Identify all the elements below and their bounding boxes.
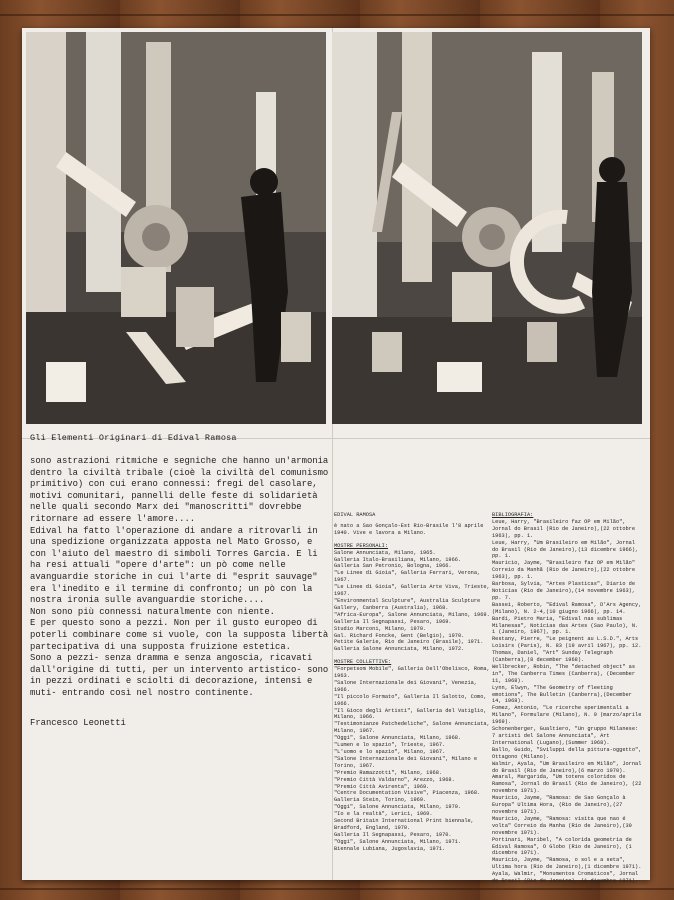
plank-seam (0, 888, 674, 890)
group-exhibitions-heading: MOSTRE COLLETTIVE: (334, 659, 392, 666)
list-item: "Lumen e lo spazio", Trieste, 1967. (334, 742, 446, 749)
essay-paragraph: Edival ha fatto l'operazione di andare a ritrovarli in una spedizione organizzata apposta nel Mato Grosso, e con l'aiuto del maestro di simboli Torres Garcia. E li ha resi attuali "opere d'arte": un pò come nelle avanguardie storiche in cui l'arte di "esprit sauvage" era l'inedito e il termine di confronto; un pò con la nostra ironia sulle avanguardie storiche.... (30, 525, 318, 606)
list-item: Barbosa, Sylvia, "Artes Plasticas", Diario de Noticias (Rio de Janeiro),(14 novembre 1963), pp. 7. (492, 581, 636, 601)
sculpture-photo-left (26, 32, 326, 424)
list-item: Galleria Salone Annunciata, Milano, 1972. (334, 646, 465, 653)
group-exhibitions-list (334, 666, 492, 852)
list-item: Galleria Il Segnapassi, Pesaro, 1970. (334, 831, 452, 838)
list-item: Schonenberger, Gualtiero, "Un gruppo Milanese: 7 artisti del Salone Annunciata", Art International (Lugano),(Summer 1968). (492, 726, 639, 746)
bibliography-list (492, 519, 642, 885)
list-item: "Salone Internazionale dei Giovani", Venezia, 1966. (334, 679, 478, 693)
list-item: Leue, Harry, "Brasileiro faz OP em Milão", Jornal do Brasil (Rio de Janeiro),(22 ottobre 1963), pp. 1. (492, 518, 636, 539)
personal-exhibitions-list (334, 550, 492, 654)
list-item: Ayala, Walmir, "Monumentos Cromaticos", Jornal do Brasil (Rio de Janeiro), (1 dicembre 1971). (492, 871, 639, 885)
exhibition-sheet (22, 28, 650, 885)
essay-paragraph: Non sono più connessi naturalmente con niente. (30, 606, 275, 617)
list-item: Salone Annunciata, Milano, 1965. (334, 549, 436, 556)
bibliography-heading: BIBLIOGRAFIA: (492, 512, 534, 518)
list-item: Galleria Italo-Brasiliana, Milano, 1966. (334, 556, 462, 563)
list-item: Petite Galerie, Rio de Janeiro (Brasile), 1971. (334, 639, 484, 646)
list-item: Restany, Pierre, "Le peignent au L.S.D.", Arts Loisirs (Paris), N. 83 (19 avril 1967), pp. 12. (492, 636, 642, 650)
essay-author: Francesco Leonetti (30, 718, 126, 728)
list-item: "Le Linee di Gioia", Galleria Arte Viva, Trieste, 1967. (334, 584, 490, 598)
essay-paragraph: sono astrazioni ritmiche e segniche che hanno un'armonia dentro la civiltà tribale (cioè la civiltà del comunismo primitivo) con cui erano connessi: fregi del casolare, motivi comunitari, pannelli delle feste di solidarietà nelle quali secondo Marx dei "manoscritti" dovrebbe ritornare ad essere l'amore.... (30, 456, 329, 524)
artist-info-column (334, 512, 492, 853)
list-item: Ballo, Guido, "Sviluppi della pittura-oggetto", Ottagono (Milano). (492, 746, 642, 760)
list-item: "Africa-Europa", Salone Annunciata, Milano, 1969. (334, 611, 490, 618)
list-item: "Salone Internazionale dei Giovani", Milano e Torino, 1967. (334, 755, 478, 769)
list-item: "Environmental Sculpture", Australia Sculpture Gallery, Canberra (Australia), 1968. (334, 597, 481, 611)
list-item: Galleria Stein, Torino, 1969. (334, 797, 427, 804)
personal-exhibitions-heading: MOSTRE PERSONALI: (334, 542, 389, 549)
list-item: Second Britain International Print biennale, Bradford, England, 1970. (334, 818, 474, 831)
essay-paragraph: E per questo sono a pezzi. Non per il gusto europeo di poterli combinare come si vuole, con la supposta libertà partecipativa di una supposta fruizione estetica. (30, 618, 329, 652)
sculpture-photo-right (332, 32, 642, 424)
list-item: "Oggi", Salone Annunciata, Milano, 1971. (334, 838, 462, 845)
plank-seam (0, 14, 674, 16)
section-caption: Gli Elementi Originari di Edival Ramosa (30, 433, 237, 443)
essay-text (30, 456, 330, 699)
artist-name: EDIVAL RAMOSA (334, 512, 376, 518)
list-item: Mauricio, Jayme, "Ramosa, o sol e a seta", Ultima hora (Rio de Janeiro),(1 dicembre 1971). (492, 857, 642, 871)
list-item: "Il Gioco degli Artisti", Galleria del Vatiglio, Milano, 1966. (334, 707, 487, 721)
list-item: Mauricio, Jayme, "Ramosa: visita que nao é volta" Correio da Manha (Rio de Janeiro),(30 novembre 1971). (492, 815, 632, 836)
list-item: "L'uomo e lo spazio", Milano, 1967. (334, 749, 446, 755)
list-item: Gal. Richard Foncke, Gent (Belgio), 1970. (334, 632, 465, 639)
list-item: "Oggi", Salone Annunciata, Milano, 1968. (334, 735, 462, 742)
list-item: Portinari, Maribel, "A colorida geometria de Edival Ramosa", O Globo (Rio de Janeiro), (1 dicembre 1971). (492, 836, 632, 857)
bibliography-column (492, 512, 642, 885)
list-item: "Il piccolo Formato", Galleria Il Salotto, Como, 1966. (334, 693, 487, 707)
list-item: Biennale Lubiana, Jugoslavia, 1971. (334, 845, 446, 852)
list-item: Amaral, Margarida, "Um totens coloridos de Ramosa", Jornal do Brasil (Rio de Janeiro), (22 novembre 1971). (492, 774, 642, 795)
list-item: "Centre Documentation Visive", Piacenza, 1968. (334, 790, 481, 797)
list-item: Galleria Il Segnapassi, Pesaro, 1969. (334, 618, 452, 625)
list-item: Studio Marconi, Milano, 1970. (334, 625, 427, 632)
list-item: "Forpetsom Mobile", Galleria Dell'Obelisco, Roma, 1963. (334, 666, 490, 680)
list-item: Fomez, Antonio, "Le ricerche sperimentali a Milano", Formulare (Milano), N. 9 (marzo/aprile 1969). (492, 705, 642, 726)
list-item: "Testimonianze Patchedeliche", Salone Annunciata, Milano, 1967. (334, 721, 490, 735)
list-item: "Oggi", Salone Annunciata, Milano, 1970. (334, 804, 462, 811)
list-item: Galleria San Petronio, Bologna, 1966. (334, 563, 452, 570)
list-item: Leue, Harry, "Um Brasileiro em Milão", Jornal do Brasil (Rio de Janeiro),(13 dicembre 1966), pp. 1. (492, 539, 639, 560)
list-item: "Premio Città Valdarno", Arezzo, 1968. (334, 776, 455, 783)
list-item: "Premio Ramazzotti", Milano, 1968. (334, 769, 443, 776)
list-item: Bardi, Pietro Maria, "Edival nas sublimas Milanesas", Notícias das Artes (Sao Paulo), N. 1 (Janeiro, 1967), pp. 1. (492, 615, 639, 636)
artist-bio: è nato a Sao Gonçalo-Est Rio-Brasile l'8 aprile 1940. Vive e lavora a Milano. (334, 522, 484, 536)
list-item: Walmir, Ayala, "Um Brasileiro em Milão", Jornal do Brasil (Rio de Janeiro),(6 marzo 1970). (492, 760, 642, 774)
list-item: Lynn, Elwyn, "The Geometry of fleeting emotions", The Bulletin (Canberra),(December 14, 1968). (492, 684, 632, 705)
list-item: "Premio Città Avirenta", 1969. (334, 783, 430, 790)
list-item: Bassei, Roberto, "Edival Ramosa", D'Ars Agency, (Milano), N. 2-4,(10 giugno 1966), pp. 14. (492, 601, 642, 615)
essay-paragraph: Sono a pezzi- senza dramma e senza angoscia, ricavati dall'origine di tutti, per un intervento artistico- sono in pezzi ordinati e sciolti di decorazione, intensi e muti- entrando così nel nostro continente. (30, 653, 329, 698)
list-item: Mauricio, Jayme, "Brasileiro faz OP em Milão" Correio da Manhã (Rio de Janeiro),(22 ottobre 1963), pp. 1. (492, 560, 636, 581)
list-item: "Le Linee di Gioia", Galleria Ferrari, Verona, 1967. (334, 570, 481, 584)
list-item: Thomas, Daniel, "Art" Sunday Telegraph (Canberra),(8 december 1968). (492, 650, 613, 664)
list-item: Wellbrecker, Robin, "The "detached object" as in", The Canberra Times (Canberra), (December 11, 1968). (492, 663, 636, 684)
list-item: "Io e la realtà", Lerici, 1969. (334, 811, 433, 818)
list-item: Mauricio, Jayme, "Ramosa: de Sao Gonçalo à Europa" Ultima Hora, (Rio de Janeiro),(27 novembre 1971). (492, 795, 626, 815)
